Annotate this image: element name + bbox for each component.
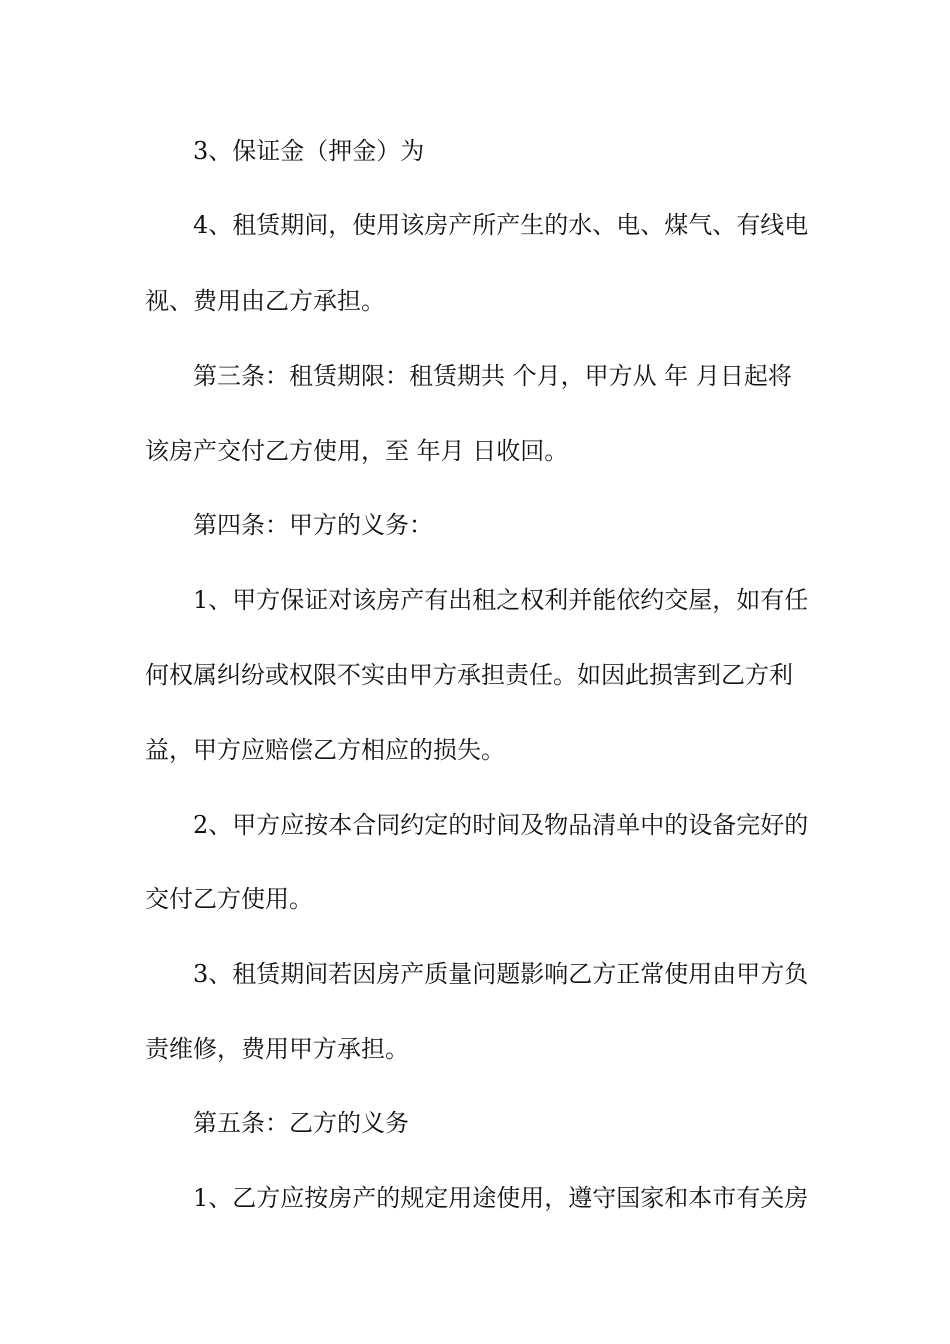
text-line: 2、甲方应按本合同约定的时间及物品清单中的设备完好的 bbox=[193, 811, 809, 839]
text-line: 1、甲方保证对该房产有出租之权利并能依约交屋，如有任 bbox=[193, 586, 809, 614]
text-line: 3、保证金（押金）为 bbox=[193, 137, 425, 165]
text-line: 益，甲方应赔偿乙方相应的损失。 bbox=[145, 736, 505, 764]
text-line: 第三条：租赁期限：租赁期共 个月，甲方从 年 月日起将 bbox=[193, 362, 792, 390]
text-line: 交付乙方使用。 bbox=[145, 885, 313, 913]
text-line: 何权属纠纷或权限不实由甲方承担责任。如因此损害到乙方利 bbox=[145, 661, 793, 689]
text-line: 责维修，费用甲方承担。 bbox=[145, 1035, 409, 1063]
text-line: 4、租赁期间，使用该房产所产生的水、电、煤气、有线电 bbox=[193, 211, 809, 239]
text-line: 第五条：乙方的义务 bbox=[193, 1109, 409, 1137]
text-line: 3、租赁期间若因房产质量问题影响乙方正常使用由甲方负 bbox=[193, 960, 809, 988]
text-line: 第四条：甲方的义务： bbox=[193, 511, 433, 539]
text-line: 视、费用由乙方承担。 bbox=[145, 287, 385, 315]
text-line: 该房产交付乙方使用，至 年月 日收回。 bbox=[145, 437, 569, 465]
text-line: 1、乙方应按房产的规定用途使用，遵守国家和本市有关房 bbox=[193, 1184, 809, 1212]
